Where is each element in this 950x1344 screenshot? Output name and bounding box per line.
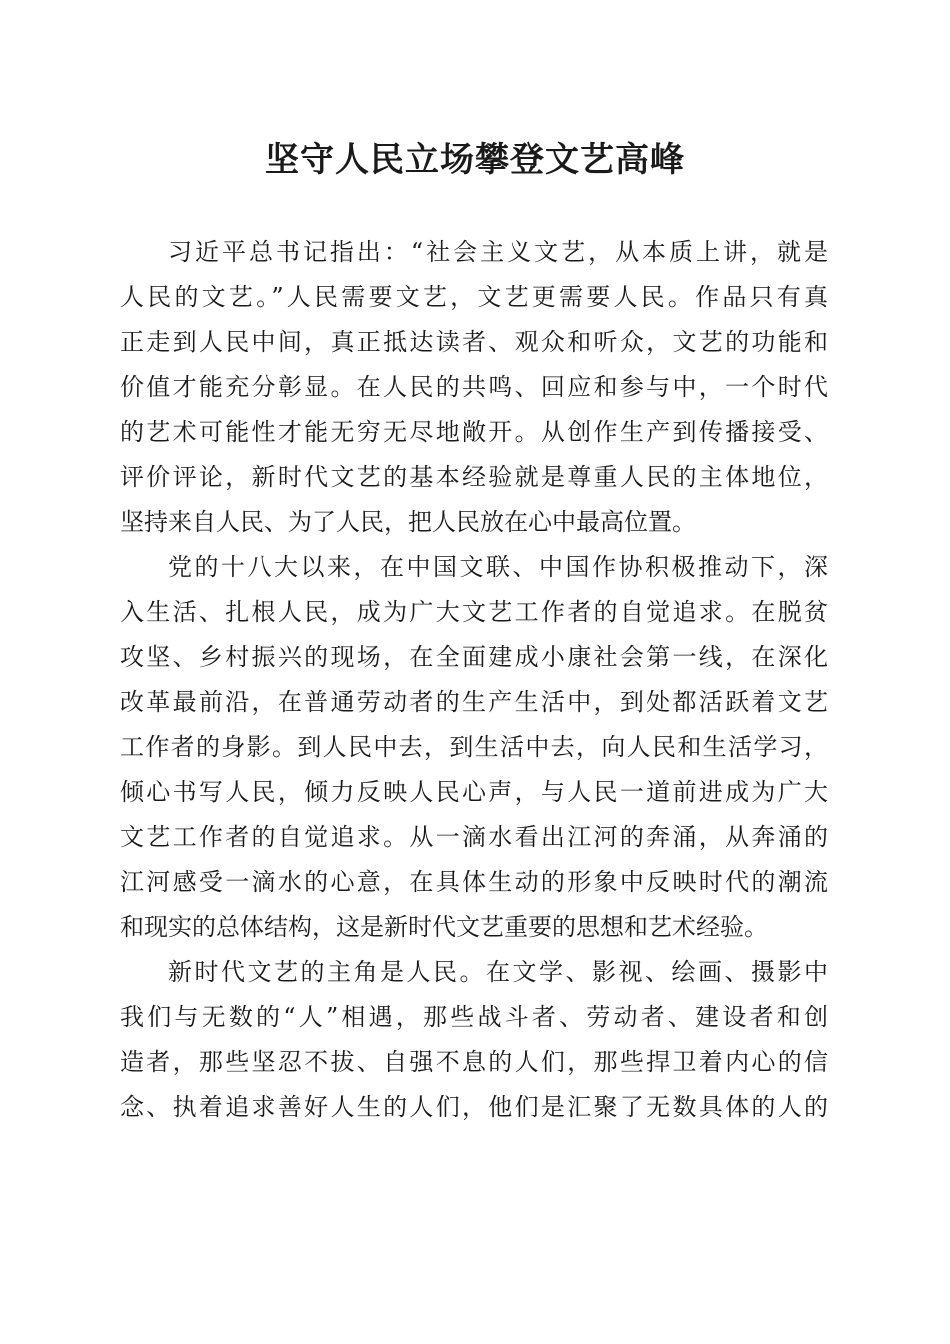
- paragraph-1-line-6: 评价评论，新时代文艺的基本经验就是尊重人民的主体地位，: [120, 463, 828, 491]
- paragraph-1-line-3: 正走到人民中间，真正抵达读者、观众和听众，文艺的功能和: [120, 328, 828, 356]
- paragraph-3-line-2: 我们与无数的“人”相遇，那些战斗者、劳动者、建设者和创: [120, 1003, 828, 1031]
- paragraph-1-line-1: 习近平总书记指出：“社会主义文艺，从本质上讲，就是: [168, 238, 828, 266]
- paragraph-1-line-2: 人民的文艺。”人民需要文艺，文艺更需要人民。作品只有真: [120, 283, 828, 311]
- document-title: 坚守人民立场攀登文艺高峰: [265, 140, 685, 180]
- paragraph-2-line-1: 党的十八大以来，在中国文联、中国作协积极推动下，深: [168, 553, 828, 581]
- paragraph-2-line-6: 倾心书写人民，倾力反映人民心声，与人民一道前进成为广大: [120, 778, 828, 806]
- paragraph-1-line-5: 的艺术可能性才能无穷无尽地敞开。从创作生产到传播接受、: [120, 418, 828, 446]
- paragraph-2-line-5: 工作者的身影。到人民中去，到生活中去，向人民和生活学习，: [120, 733, 828, 761]
- paragraph-1-line-7: 坚持来自人民、为了人民，把人民放在心中最高位置。: [120, 508, 696, 536]
- paragraph-3-line-1: 新时代文艺的主角是人民。在文学、影视、绘画、摄影中: [168, 958, 828, 986]
- paragraph-1-line-4: 价值才能充分彰显。在人民的共鸣、回应和参与中，一个时代: [120, 373, 828, 401]
- paragraph-2-line-4: 改革最前沿，在普通劳动者的生产生活中，到处都活跃着文艺: [120, 688, 828, 716]
- paragraph-2-line-2: 入生活、扎根人民，成为广大文艺工作者的自觉追求。在脱贫: [120, 598, 828, 626]
- paragraph-2-line-8: 江河感受一滴水的心意，在具体生动的形象中反映时代的潮流: [120, 868, 828, 896]
- paragraph-2-line-9: 和现实的总体结构，这是新时代文艺重要的思想和艺术经验。: [120, 913, 768, 941]
- paragraph-3-line-3: 造者，那些坚忍不拔、自强不息的人们，那些捍卫着内心的信: [120, 1048, 828, 1076]
- paragraph-2-line-7: 文艺工作者的自觉追求。从一滴水看出江河的奔涌，从奔涌的: [120, 823, 828, 851]
- paragraph-3-line-4: 念、执着追求善好人生的人们，他们是汇聚了无数具体的人的: [120, 1093, 828, 1121]
- paragraph-2-line-3: 攻坚、乡村振兴的现场，在全面建成小康社会第一线，在深化: [120, 643, 828, 671]
